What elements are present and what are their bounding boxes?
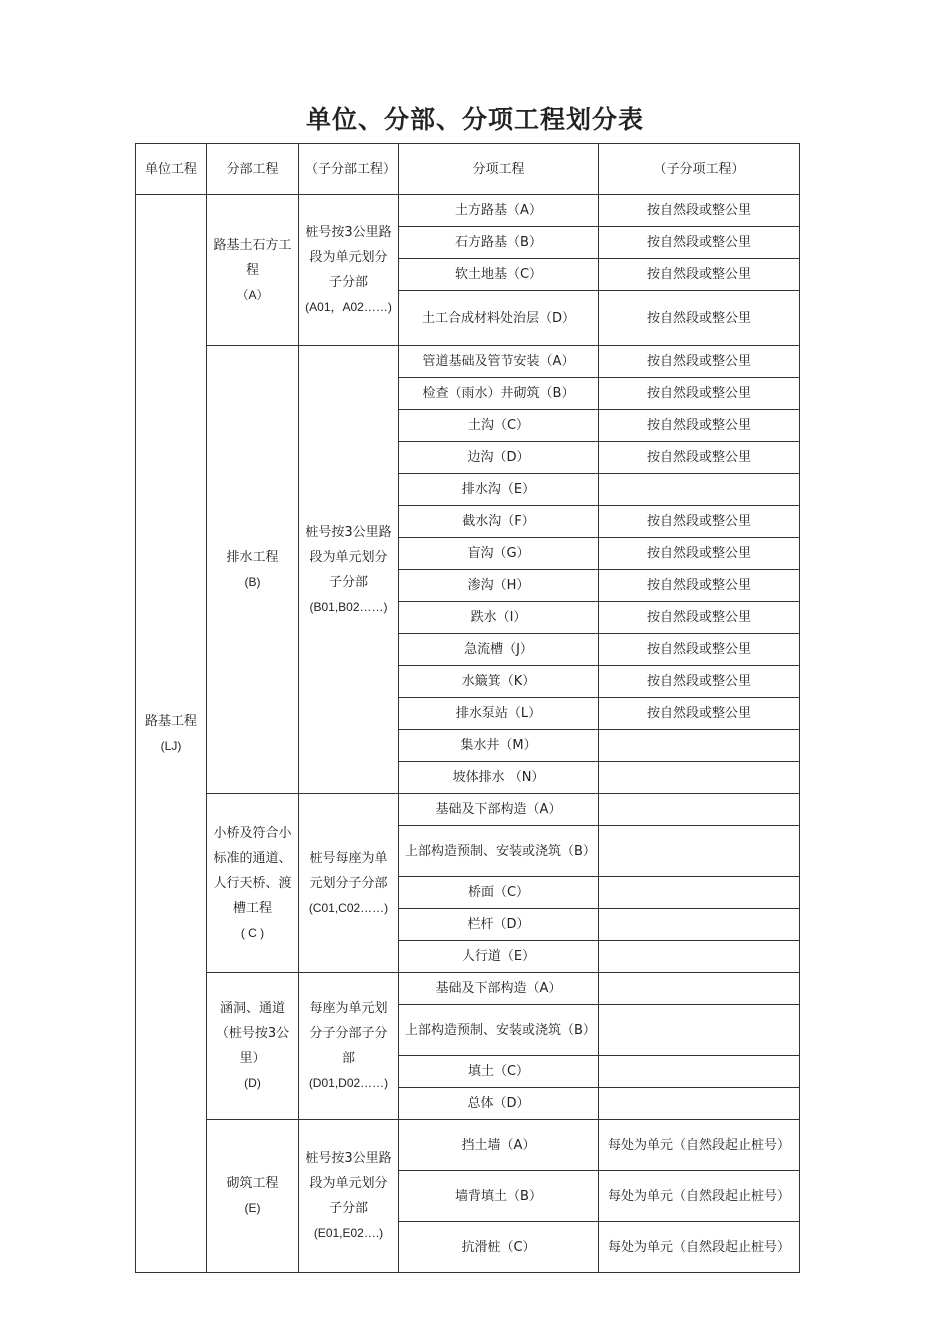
subitem-cell: 按自然段或整公里 bbox=[599, 570, 800, 602]
subitem-cell: 每处为单元（自然段起止桩号） bbox=[599, 1120, 800, 1171]
subdivision-rule: 桩号按3公里路段为单元划分子分部 bbox=[305, 225, 392, 290]
subitem-cell bbox=[599, 730, 800, 762]
header-item: 分项工程 bbox=[399, 144, 599, 195]
item-cell: 跌水（I） bbox=[399, 602, 599, 634]
unit-cell bbox=[136, 195, 207, 1273]
division-cell bbox=[207, 346, 299, 794]
subitem-cell: 按自然段或整公里 bbox=[599, 698, 800, 730]
item-cell: 检查（雨水）井砌筑（B） bbox=[399, 378, 599, 410]
item-cell: 截水沟（F） bbox=[399, 506, 599, 538]
division-table bbox=[135, 143, 800, 1273]
division-name: 排水工程 bbox=[226, 549, 279, 565]
item-cell: 渗沟（H） bbox=[399, 570, 599, 602]
item-cell: 坡体排水 （N） bbox=[399, 762, 599, 794]
table-row bbox=[136, 794, 800, 826]
division-code: ( C ) bbox=[240, 925, 265, 940]
subitem-cell bbox=[599, 973, 800, 1005]
item-cell: 软土地基（C） bbox=[399, 259, 599, 291]
page-title: 单位、分部、分项工程划分表 bbox=[305, 105, 644, 134]
subitem-cell: 按自然段或整公里 bbox=[599, 602, 800, 634]
header-row bbox=[136, 144, 800, 195]
item-cell: 基础及下部构造（A） bbox=[399, 973, 599, 1005]
subitem-cell bbox=[599, 1005, 800, 1056]
item-cell: 边沟（D） bbox=[399, 442, 599, 474]
subitem-cell: 按自然段或整公里 bbox=[599, 442, 800, 474]
table-row bbox=[136, 1120, 800, 1171]
subdivision-cell bbox=[299, 346, 399, 794]
item-cell: 排水泵站（L） bbox=[399, 698, 599, 730]
item-cell: 排水沟（E） bbox=[399, 474, 599, 506]
division-name: 路基土石方工程 bbox=[213, 237, 292, 278]
item-cell: 挡土墙（A） bbox=[399, 1120, 599, 1171]
item-cell: 土沟（C） bbox=[399, 410, 599, 442]
subitem-cell bbox=[599, 1056, 800, 1088]
division-cell bbox=[207, 973, 299, 1120]
subitem-cell bbox=[599, 474, 800, 506]
unit-code: (LJ) bbox=[160, 738, 182, 753]
subdivision-code: (A01，A02……) bbox=[305, 300, 392, 314]
table-row bbox=[136, 973, 800, 1005]
subitem-cell: 每处为单元（自然段起止桩号） bbox=[599, 1222, 800, 1273]
subdivision-rule: 桩号按3公里路段为单元划分子分部 bbox=[305, 524, 392, 590]
item-cell: 基础及下部构造（A） bbox=[399, 794, 599, 826]
subitem-cell bbox=[599, 941, 800, 973]
division-cell bbox=[207, 195, 299, 346]
item-cell: 盲沟（G） bbox=[399, 538, 599, 570]
subdivision-code: (B01,B02……) bbox=[309, 599, 388, 614]
subitem-cell: 按自然段或整公里 bbox=[599, 666, 800, 698]
subitem-cell bbox=[599, 877, 800, 909]
division-name: 涵洞、通道（桩号按3公里） bbox=[215, 1001, 290, 1066]
subitem-cell: 按自然段或整公里 bbox=[599, 410, 800, 442]
subdivision-cell bbox=[299, 794, 399, 973]
division-cell bbox=[207, 1120, 299, 1273]
subitem-cell: 按自然段或整公里 bbox=[599, 259, 800, 291]
item-cell: 填土（C） bbox=[399, 1056, 599, 1088]
division-code: (E) bbox=[244, 1201, 261, 1215]
item-cell: 墙背填土（B） bbox=[399, 1171, 599, 1222]
header-unit: 单位工程 bbox=[136, 144, 207, 195]
subitem-cell bbox=[599, 762, 800, 794]
item-cell: 抗滑桩（C） bbox=[399, 1222, 599, 1273]
header-subitem: （子分项工程） bbox=[599, 144, 800, 195]
division-name: 砌筑工程 bbox=[226, 1176, 279, 1191]
item-cell: 总体（D） bbox=[399, 1088, 599, 1120]
subdivision-cell bbox=[299, 195, 399, 346]
item-cell: 土工合成材料处治层（D） bbox=[399, 291, 599, 346]
subitem-cell: 按自然段或整公里 bbox=[599, 346, 800, 378]
subitem-cell: 按自然段或整公里 bbox=[599, 634, 800, 666]
item-cell: 水簸箕（K） bbox=[399, 666, 599, 698]
subitem-cell: 按自然段或整公里 bbox=[599, 506, 800, 538]
subdivision-rule: 桩号按3公里路段为单元划分子分部 bbox=[305, 1151, 392, 1216]
table-row bbox=[136, 346, 800, 378]
item-cell: 石方路基（B） bbox=[399, 227, 599, 259]
table-row bbox=[136, 195, 800, 227]
subdivision-code: (E01,E02….) bbox=[313, 1226, 384, 1240]
subitem-cell: 按自然段或整公里 bbox=[599, 195, 800, 227]
subitem-cell bbox=[599, 794, 800, 826]
subdivision-rule: 桩号每座为单元划分子分部 bbox=[309, 850, 388, 891]
subitem-cell: 按自然段或整公里 bbox=[599, 227, 800, 259]
item-cell: 人行道（E） bbox=[399, 941, 599, 973]
division-code: (B) bbox=[244, 574, 261, 589]
header-subdivision: （子分部工程） bbox=[299, 144, 399, 195]
subdivision-rule: 每座为单元划分子分部子分部 bbox=[309, 1001, 388, 1066]
subdivision-code: (C01,C02……) bbox=[308, 900, 389, 915]
item-cell: 栏杆（D） bbox=[399, 909, 599, 941]
item-cell: 集水井（M） bbox=[399, 730, 599, 762]
unit-name: 路基工程 bbox=[144, 713, 197, 729]
subitem-cell: 按自然段或整公里 bbox=[599, 378, 800, 410]
subitem-cell: 按自然段或整公里 bbox=[599, 291, 800, 346]
header-division: 分部工程 bbox=[207, 144, 299, 195]
subitem-cell: 每处为单元（自然段起止桩号） bbox=[599, 1171, 800, 1222]
item-cell: 管道基础及管节安装（A） bbox=[399, 346, 599, 378]
item-cell: 土方路基（A） bbox=[399, 195, 599, 227]
subdivision-cell bbox=[299, 973, 399, 1120]
subdivision-code: (D01,D02……) bbox=[308, 1076, 389, 1090]
subitem-cell bbox=[599, 909, 800, 941]
item-cell: 上部构造预制、安装或浇筑（B） bbox=[399, 826, 599, 877]
subitem-cell: 按自然段或整公里 bbox=[599, 538, 800, 570]
table-body bbox=[136, 195, 800, 1273]
item-cell: 桥面（C） bbox=[399, 877, 599, 909]
division-code: （A） bbox=[236, 287, 269, 302]
subdivision-cell bbox=[299, 1120, 399, 1273]
division-name: 小桥及符合小标准的通道、人行天桥、渡槽工程 bbox=[213, 825, 292, 916]
division-cell bbox=[207, 794, 299, 973]
subitem-cell bbox=[599, 1088, 800, 1120]
division-code: (D) bbox=[244, 1076, 261, 1090]
item-cell: 上部构造预制、安装或浇筑（B） bbox=[399, 1005, 599, 1056]
subitem-cell bbox=[599, 826, 800, 877]
item-cell: 急流槽（J） bbox=[399, 634, 599, 666]
